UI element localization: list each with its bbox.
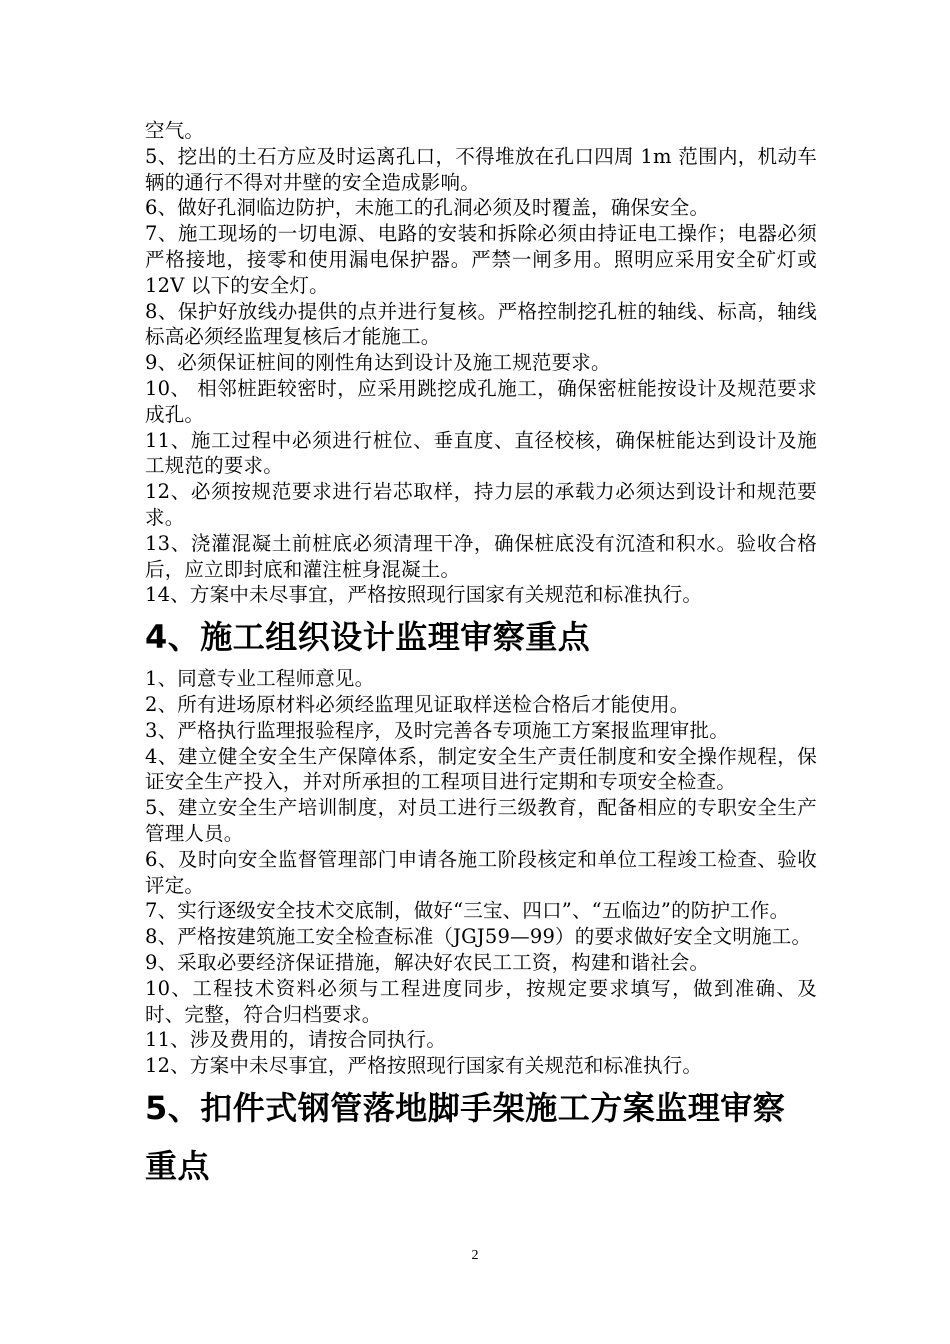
- list-item: 8、严格按建筑施工安全检查标准（JGJ59—99）的要求做好安全文明施工。: [145, 925, 812, 949]
- document-body: [145, 118, 817, 1195]
- list-item: 2、所有进场原材料必须经监理见证取样送检合格后才能使用。: [145, 692, 690, 716]
- list-item: 8、保护好放线办提供的点并进行复核。严格控制挖孔桩的轴线、标高，轴线标高必须经监理复核后才能施工。: [145, 299, 817, 349]
- list-item: 14、方案中未尽事宜，严格按照现行国家有关规范和标准执行。: [145, 583, 703, 607]
- list-item: 11、涉及费用的，请按合同执行。: [145, 1028, 447, 1052]
- list-item: 7、施工现场的一切电源、电路的安装和拆除必须由持证电工操作；电器必须严格接地，接零和使用漏电保护器。严禁一闸多用。照明应采用安全矿灯或 12V 以下的安全灯。: [145, 222, 817, 297]
- list-item: 6、及时向安全监督管理部门申请各施工阶段核定和单位工程竣工检查、验收评定。: [145, 847, 817, 897]
- section3-list: [145, 118, 817, 608]
- list-item: 7、实行逐级安全技术交底制，做好“三宝、四口”、“五临边”的防护工作。: [145, 899, 790, 923]
- section5-heading: 5、扣件式钢管落地脚手架施工方案监理审察重点: [145, 1088, 786, 1185]
- page-number: 2: [471, 1248, 479, 1263]
- list-item: 5、挖出的土石方应及时运离孔口，不得堆放在孔口四周 1m 范围内，机动车辆的通行不得对井壁的安全造成影响。: [145, 144, 817, 194]
- list-item: 10、工程技术资料必须与工程进度同步，按规定要求填写，做到准确、及时、完整，符合归档要求。: [145, 976, 817, 1026]
- list-item: 9、必须保证桩间的刚性角达到设计及施工规范要求。: [145, 351, 611, 375]
- list-item: 13、浇灌混凝土前桩底必须清理干净，确保桩底没有沉渣和积水。验收合格后，应立即封底和灌注桩身混凝土。: [145, 531, 817, 581]
- section4-heading: 4、施工组织设计监理审察重点: [145, 618, 591, 657]
- list-item: 12、方案中未尽事宜，严格按照现行国家有关规范和标准执行。: [145, 1054, 703, 1078]
- list-item: 4、建立健全安全生产保障体系，制定安全生产责任制度和安全操作规程，保证安全生产投入，并对所承担的工程项目进行定期和专项安全检查。: [145, 744, 817, 794]
- list-item: 3、严格执行监理报验程序，及时完善各专项施工方案报监理审批。: [145, 718, 729, 742]
- list-item: 空气。: [145, 119, 205, 142]
- list-item: 1、同意专业工程师意见。: [145, 667, 375, 691]
- list-item: 9、采取必要经济保证措施，解决好农民工工资，构建和谐社会。: [145, 950, 710, 974]
- list-item: 5、建立安全生产培训制度，对员工进行三级教育，配备相应的专职安全生产管理人员。: [145, 796, 817, 845]
- list-item: 11、施工过程中必须进行桩位、垂直度、直径校核，确保桩能达到设计及施工规范的要求。: [145, 428, 817, 478]
- list-item: 10、 相邻桩距较密时，应采用跳挖成孔施工，确保密桩能按设计及规范要求成孔。: [145, 376, 817, 426]
- section4-list: [145, 666, 817, 1079]
- list-item: 6、做好孔洞临边防护，未施工的孔洞必须及时覆盖，确保安全。: [145, 196, 710, 220]
- list-item: 12、必须按规范要求进行岩芯取样，持力层的承载力必须达到设计和规范要求。: [145, 480, 817, 529]
